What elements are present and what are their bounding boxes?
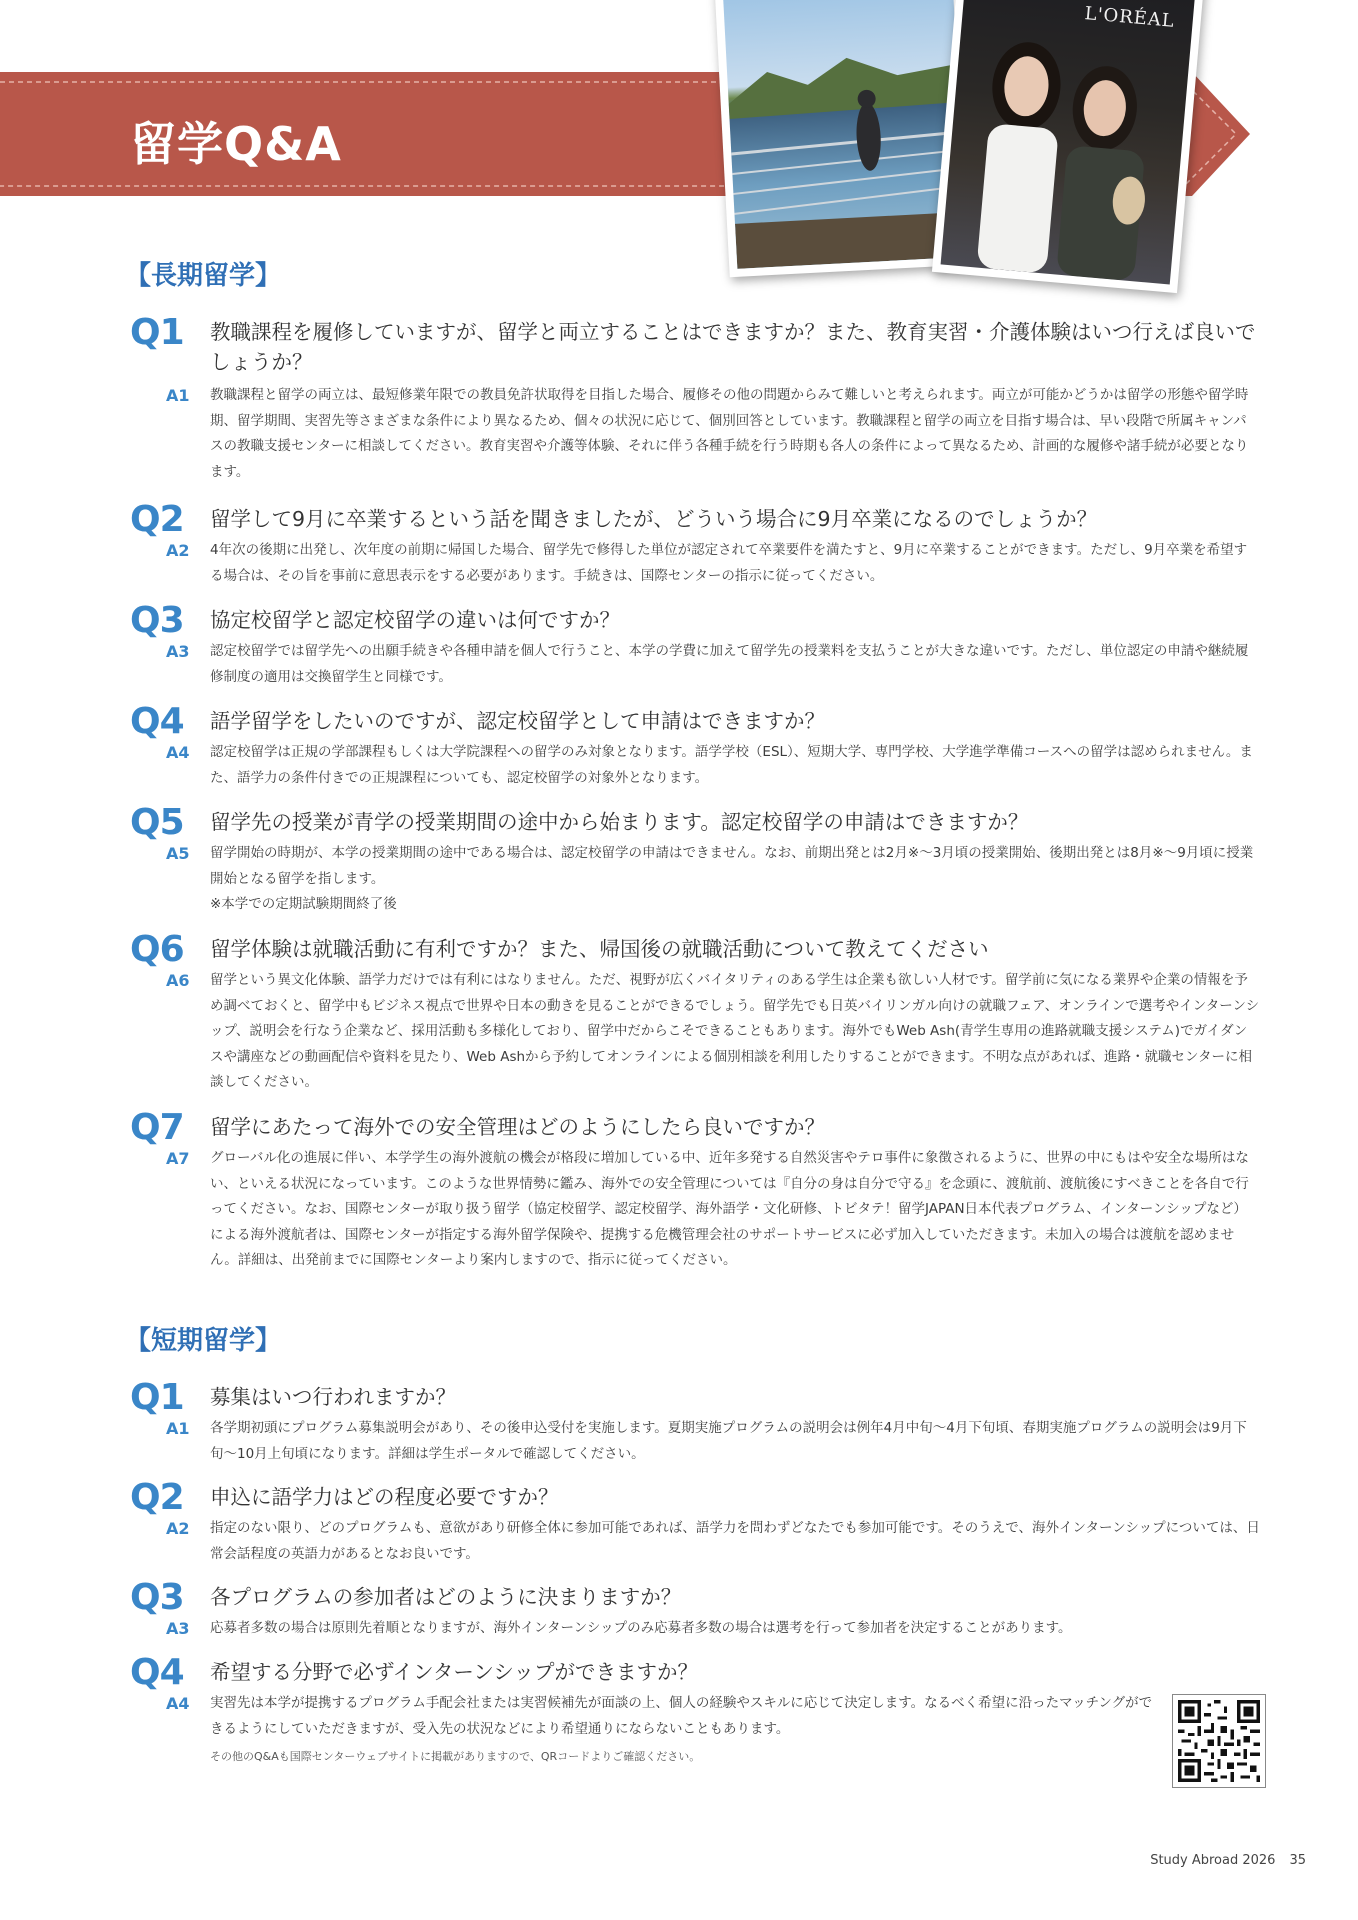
question-text: 募集はいつ行われますか？: [210, 1385, 456, 1409]
question-text: 申込に語学力はどの程度必要ですか？: [210, 1485, 559, 1509]
long-term-qa-1: [130, 312, 1260, 485]
long-term-qa-2: [130, 499, 1260, 589]
long-term-qa-7: [130, 1107, 1260, 1274]
answer-text: 4年次の後期に出発し、次年度の前期に帰国した場合、留学先で修得した単位が認定されて卒業要件を満たすと、9月に卒業することができます。ただし、9月卒業を希望する場合は、その旨を事前に意思表示をする必要があります。手続きは、国際センターの指示に従ってください。: [210, 542, 1248, 584]
short-term-qa-2: [130, 1477, 1260, 1567]
page-title: 留学Q&A: [130, 117, 342, 171]
qr-reference-note: その他のQ&Aも国際センターウェブサイトに掲載がありますので、QRコードよりご確認ください。: [210, 1750, 701, 1764]
answer-number: A2: [166, 541, 190, 560]
answer-text: 教職課程と留学の両立は、最短修業年限での教員免許状取得を目指した場合、履修その他の問題からみて難しいと考えられます。両立が可能かどうかは留学の形態や留学時期、留学期間、実習先等さまざまな条件により異なるため、個々の状況に応じて、個別回答としています。教職課程と留学の両立を目指す場合は、早い段階で所属キャンパスの教職支援センターに相談してください。教育実習や介護等体験、それに伴う各種手続を行う時期も各人の条件によって異なるため、計画的な履修や諸手続が必要となります。: [210, 387, 1249, 480]
question-text: 各プログラムの参加者はどのように決まりますか？: [210, 1585, 682, 1609]
answer-number: A2: [166, 1519, 190, 1538]
answer-number: A6: [166, 971, 190, 990]
answer-number: A1: [166, 1419, 190, 1438]
question-number: Q7: [130, 1107, 184, 1148]
question-text: 希望する分野で必ずインターンシップができますか？: [210, 1660, 699, 1684]
page-number: 35: [1289, 1853, 1306, 1868]
short-term-qa-1: [130, 1377, 1260, 1467]
long-term-qa-5: [130, 802, 1260, 918]
question-number: Q4: [130, 701, 184, 742]
answer-text: 実習先は本学が提携するプログラム手配会社または実習候補先が面談の上、個人の経験やスキルに応じて決定します。なるべく希望に沿ったマッチングができるようにしていただきますが、受入先の状況などにより希望通りにならないこともあります。: [210, 1695, 1153, 1737]
answer-number: A5: [166, 844, 190, 863]
short-term-heading: 【短期留学】: [125, 1326, 282, 1356]
question-text: 教職課程を履修していますが、留学と両立することはできますか？また、教育実習・介護体験はいつ行えば良いでしょうか？: [210, 320, 1256, 374]
question-number: Q6: [130, 929, 184, 970]
question-number: Q5: [130, 802, 184, 843]
friends-photo: [932, 0, 1204, 293]
question-text: 留学先の授業が青学の授業期間の途中から始まります。認定校留学の申請はできますか？: [210, 810, 1029, 834]
question-number: Q3: [130, 1577, 184, 1618]
answer-text: 認定校留学は正規の学部課程もしくは大学院課程への留学のみ対象となります。語学学校（ESL）、短期大学、専門学校、大学進学準備コースへの留学は認められません。また、語学力の条件付きでの正規課程についても、認定校留学の対象外となります。: [210, 744, 1253, 786]
answer-text: 応募者多数の場合は原則先着順となりますが、海外インターンシップのみ応募者多数の場合は選考を行って参加者を決定することがあります。: [210, 1620, 1072, 1636]
answer-number: A4: [166, 743, 190, 762]
question-number: Q3: [130, 600, 184, 641]
answer-text: グローバル化の進展に伴い、本学学生の海外渡航の機会が格段に増加している中、近年多発する自然災害やテロ事件に象徴されるように、世界の中にもはや安全な場所はない、といえる状況になっています。このような世界情勢に鑑み、海外での安全管理については『自分の身は自分で守る』を念頭に、渡航前、渡航後にすべきことを各自で行ってください。なお、国際センターが取り扱う留学（協定校留学、認定校留学、海外語学・文化研修、トビタテ！留学JAPAN日本代表プログラム、インターンシップなど）による海外渡航者は、国際センターが指定する海外留学保険や、提携する危機管理会社のサポートサービスに必ず加入していただきます。未加入の場合は渡航を認めません。詳細は、出発前までに国際センターより案内しますので、指示に従ってください。: [210, 1150, 1249, 1269]
question-text: 協定校留学と認定校留学の違いは何ですか？: [210, 608, 620, 632]
question-number: Q2: [130, 499, 184, 540]
long-term-qa-4: [130, 701, 1260, 791]
answer-number: A7: [166, 1149, 190, 1168]
question-number: Q1: [130, 1377, 184, 1418]
question-text: 留学して9月に卒業するという話を聞きましたが、どういう場合に9月卒業になるのでしょうか？: [210, 507, 1098, 531]
answer-text: 留学開始の時期が、本学の授業期間の途中である場合は、認定校留学の申請はできません。なお、前期出発とは2月※〜3月頃の授業開始、後期出発とは8月※〜9月頃に授業開始となる留学を指します。: [210, 845, 1254, 887]
long-term-heading: 【長期留学】: [125, 261, 282, 291]
short-term-qa-4: [130, 1652, 1160, 1768]
page-footer: [1150, 1853, 1306, 1868]
question-number: Q4: [130, 1652, 184, 1693]
answer-number: A3: [166, 1619, 190, 1638]
question-number: Q2: [130, 1477, 184, 1518]
answer-text: 指定のない限り、どのプログラムも、意欲があり研修全体に参加可能であれば、語学力を問わずどなたでも参加可能です。そのうえで、海外インターンシップについては、日常会話程度の英語力があるとなお良いです。: [210, 1520, 1260, 1562]
question-text: 語学留学をしたいのですが、認定校留学として申請はできますか？: [210, 709, 825, 733]
question-number: Q1: [130, 312, 184, 353]
long-term-qa-3: [130, 600, 1260, 690]
answer-text: 認定校留学では留学先への出願手続きや各種申請を個人で行うこと、本学の学費に加えて留学先の授業料を支払うことが大きな違いです。ただし、単位認定の申請や継続履修制度の適用は交換留学生と同様です。: [210, 643, 1249, 685]
question-text: 留学体験は就職活動に有利ですか？また、帰国後の就職活動について教えてください: [210, 937, 989, 961]
answer-number: A4: [166, 1694, 190, 1713]
answer-footnote: ※本学での定期試験期間終了後: [210, 896, 397, 913]
short-term-qa-3: [130, 1577, 1260, 1642]
qr-code[interactable]: [1172, 1694, 1266, 1788]
publication-title: Study Abroad 2026: [1150, 1853, 1276, 1868]
photo-sign-text: L'ORÉAL: [1083, 3, 1176, 32]
long-term-qa-6: [130, 929, 1260, 1096]
question-text: 留学にあたって海外での安全管理はどのようにしたら良いですか？: [210, 1115, 825, 1139]
answer-number: A1: [166, 386, 190, 405]
answer-text: 留学という異文化体験、語学力だけでは有利にはなりません。ただ、視野が広くバイタリティのある学生は企業も欲しい人材です。留学前に気になる業界や企業の情報を予め調べておくと、留学中もビジネス視点で世界や日本の動きを見ることができるでしょう。留学先でも日英バイリンガル向けの就職フェア、オンラインで選考やインターンシップ、説明会を行なう企業など、採用活動も多様化しており、留学中だからこそできることもあります。海外でもWeb Ash(青学生専用の進路就職支援システム)でガイダンスや講座などの動画配信や資料を見たり、Web Ashから予約してオンラインによる個別相談を利用したりすることができます。不明な点があれば、進路・就職センターに相談してください。: [210, 972, 1260, 1091]
answer-number: A3: [166, 642, 190, 661]
answer-text: 各学期初頭にプログラム募集説明会があり、その後申込受付を実施します。夏期実施プログラムの説明会は例年4月中旬〜4月下旬頃、春期実施プログラムの説明会は9月下旬〜10月上旬頃になります。詳細は学生ポータルで確認してください。: [210, 1420, 1247, 1462]
